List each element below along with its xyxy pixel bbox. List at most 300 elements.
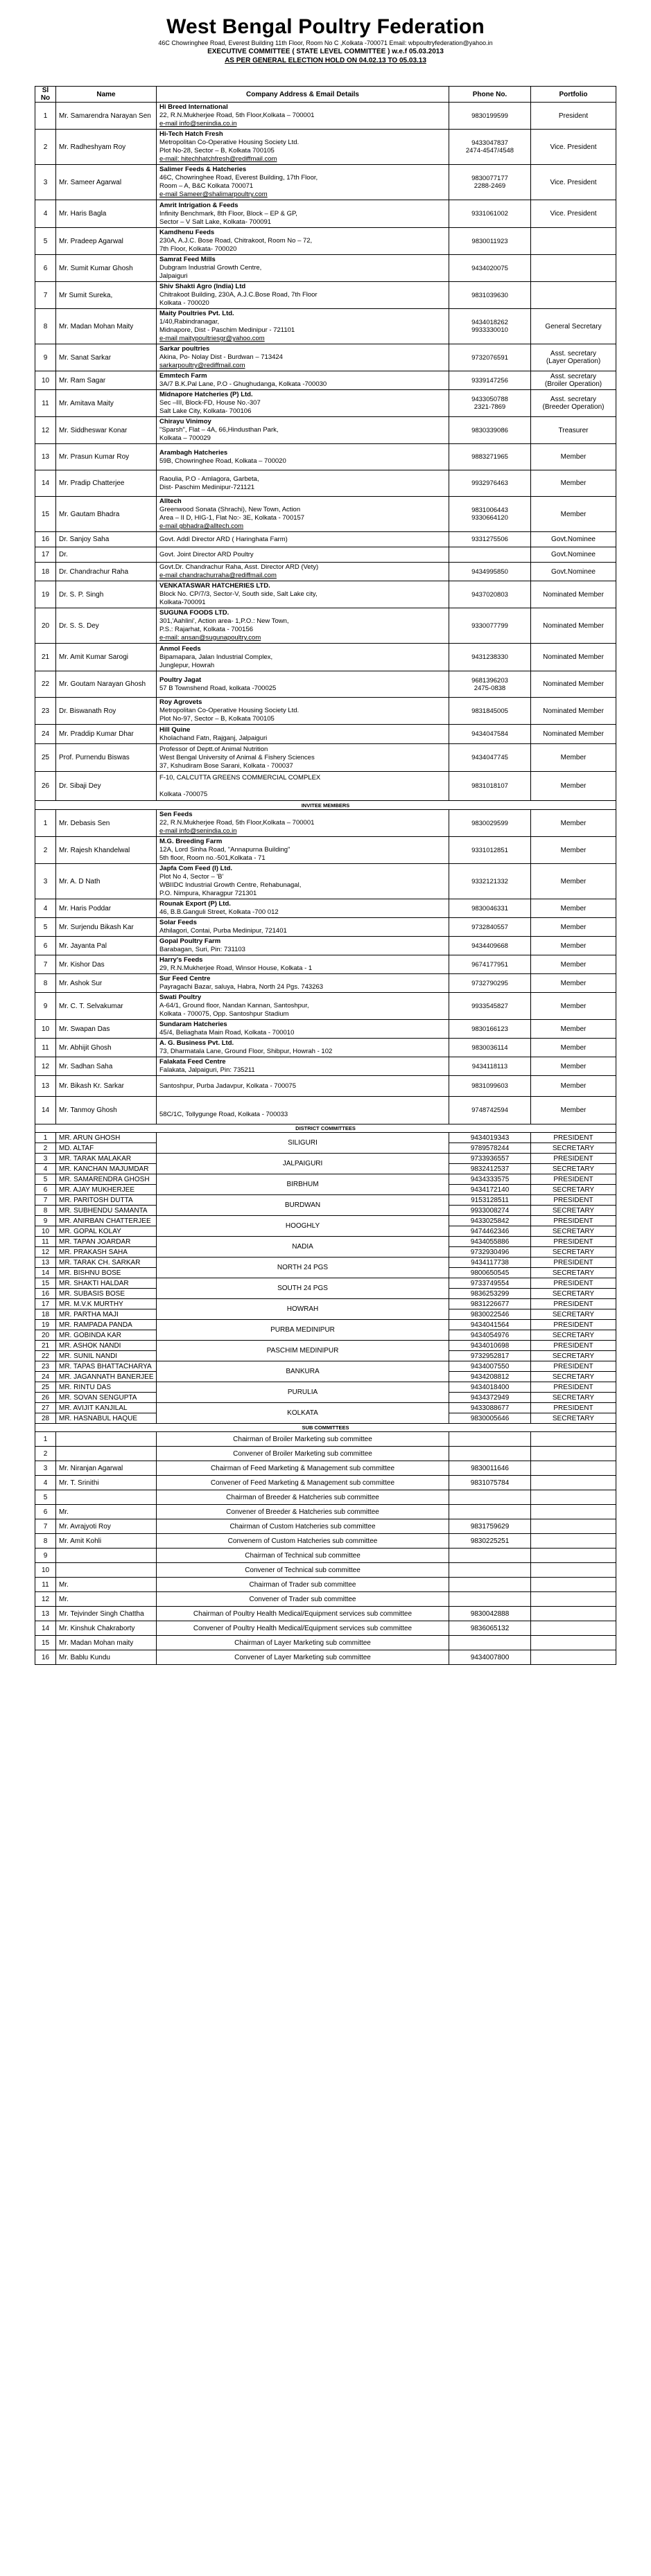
address-line: 57 B Townshend Road, kolkata -700025 (159, 684, 277, 692)
serial-number: 6 (35, 1185, 56, 1195)
phone-number: 9836065132 (449, 1621, 531, 1636)
district-member-name: MR. M.V.K MURTHY (56, 1299, 157, 1309)
address-line: Kolkata-700091 (159, 599, 206, 606)
executive-row (35, 698, 616, 725)
company-name: Emmtech Farm (159, 372, 207, 380)
district-row (35, 1237, 616, 1247)
district-role: PRESIDENT (531, 1258, 616, 1268)
serial-number: 24 (35, 725, 56, 744)
sub-member-name: Mr. Kinshuk Chakraborty (56, 1621, 157, 1636)
executive-row (35, 581, 616, 608)
portfolio-line: Nominated Member (543, 590, 604, 599)
company-details (157, 532, 449, 547)
phone-number (449, 744, 531, 772)
serial-number: 2 (35, 130, 56, 165)
phone-number: 9434019343 (449, 1133, 531, 1143)
phone-line: 9330664120 (471, 514, 508, 522)
address-line: Sector – V Salt Lake, Kolkata- 700091 (159, 218, 272, 226)
member-name: Mr. Prasun Kumar Roy (56, 444, 157, 470)
serial-number: 7 (35, 955, 56, 974)
address-line: Room – A, B&C Kolkata 700071 (159, 182, 254, 190)
serial-number: 2 (35, 837, 56, 864)
phone-line: 9883271965 (471, 453, 508, 461)
district-role: SECRETARY (531, 1330, 616, 1341)
sub-committee-title: Chairman of Custom Hatcheries sub committee (157, 1519, 449, 1534)
address-line: 22, R.N.Mukherjee Road, 5th Floor,Kolkata – 700001 (159, 112, 315, 119)
phone-number (449, 1076, 531, 1097)
portfolio-line: Member (560, 819, 587, 827)
serial-number: 22 (35, 1351, 56, 1361)
sub-committee-title: Chairman of Broiler Marketing sub committee (157, 1432, 449, 1447)
serial-number: 11 (35, 1578, 56, 1592)
member-name: Mr. Surjendu Bikash Kar (56, 918, 157, 937)
sub-committee-title: Convener of Technical sub committee (157, 1563, 449, 1578)
company-name: Midnapore Hatcheries (P) Ltd. (159, 391, 253, 398)
phone-number: 9733749554 (449, 1278, 531, 1289)
phone-number: 9433025842 (449, 1216, 531, 1226)
sub-portfolio (531, 1534, 616, 1549)
company-details (157, 255, 449, 282)
executive-row (35, 371, 616, 390)
member-name: Mr. Sadhan Saha (56, 1057, 157, 1076)
sub-committee-row (35, 1461, 616, 1476)
address-line: 45/4, Beliaghata Main Road, Kolkata - 700010 (159, 1029, 295, 1036)
address-line: Payragachi Bazar, saluya, Habra, North 24 Pgs. 743263 (159, 983, 324, 991)
serial-number: 11 (35, 1039, 56, 1057)
phone-number (449, 1505, 531, 1519)
address-line: Govt. Addl Director ARD ( Haringhata Farm) (159, 535, 288, 543)
portfolio (531, 130, 616, 165)
serial-number: 24 (35, 1372, 56, 1382)
portfolio (531, 955, 616, 974)
company-details (157, 390, 449, 417)
phone-number (449, 1447, 531, 1461)
district-member-name: MR. SUNIL NANDI (56, 1351, 157, 1361)
phone-number (449, 130, 531, 165)
company-details (157, 103, 449, 130)
serial-number: 7 (35, 1195, 56, 1206)
sub-committee-title: Convener of Broiler Marketing sub committee (157, 1447, 449, 1461)
phone-line: 9932976463 (471, 479, 508, 487)
portfolio-line: Nominated Member (543, 680, 604, 688)
serial-number: 3 (35, 1154, 56, 1164)
portfolio (531, 444, 616, 470)
executive-row (35, 417, 616, 444)
district-role: PRESIDENT (531, 1154, 616, 1164)
sub-portfolio (531, 1592, 616, 1607)
address-line: P.O. Nimpura, Kharagpur 721301 (159, 890, 257, 897)
invitee-row (35, 810, 616, 837)
member-name: Mr. Samarendra Narayan Sen (56, 103, 157, 130)
company-name: Harry's Feeds (159, 956, 203, 964)
sub-committee-title: Chairman of Trader sub committee (157, 1578, 449, 1592)
email-link[interactable]: e-mail info@senindia.co.in (159, 120, 237, 127)
federation-address: 46C Chowringhee Road, Everest Building 11th Floor, Room No C ,Kolkata -700071 Email: wbpoultryfederation@yahoo.in (158, 39, 493, 46)
sub-member-name: Mr. Niranjan Agarwal (56, 1461, 157, 1476)
serial-number: 3 (35, 165, 56, 200)
portfolio (531, 864, 616, 899)
sub-member-name: Mr. T. Srinithi (56, 1476, 157, 1490)
invitee-row (35, 918, 616, 937)
serial-number: 16 (35, 1289, 56, 1299)
phone-line: 9681396203 (471, 676, 508, 685)
sub-committee-title: Convener of Trader sub committee (157, 1592, 449, 1607)
serial-number: 12 (35, 1247, 56, 1258)
sub-member-name (56, 1432, 157, 1447)
sub-committee-title: Chairman of Layer Marketing sub committee (157, 1636, 449, 1650)
portfolio (531, 744, 616, 772)
portfolio (531, 255, 616, 282)
portfolio-line: Asst. secretary (550, 350, 597, 358)
company-details (157, 899, 449, 918)
serial-number: 4 (35, 200, 56, 228)
district-role: SECRETARY (531, 1351, 616, 1361)
phone-line: 9830029599 (471, 819, 508, 827)
phone-number: 9434041564 (449, 1320, 531, 1330)
phone-number: 9830005646 (449, 1413, 531, 1424)
district-role: SECRETARY (531, 1372, 616, 1382)
member-name: Mr. Debasis Sen (56, 810, 157, 837)
phone-number (449, 937, 531, 955)
executive-row (35, 497, 616, 532)
serial-number: 15 (35, 497, 56, 532)
portfolio-line: Nominated Member (543, 707, 604, 715)
address-line: Salt Lake City, Kolkata- 700106 (159, 407, 252, 415)
executive-row (35, 470, 616, 497)
phone-number (449, 810, 531, 837)
serial-number: 8 (35, 1206, 56, 1216)
company-name: Swati Poultry (159, 994, 202, 1001)
district-member-name: MR. ANIRBAN CHATTERJEE (56, 1216, 157, 1226)
phone-line: 9331012851 (471, 846, 508, 854)
serial-number: 1 (35, 1133, 56, 1143)
portfolio (531, 608, 616, 644)
address-line: Govt. Joint Director ARD Poultry (159, 550, 254, 558)
phone-number: 9474462346 (449, 1226, 531, 1237)
company-name: Arambagh Hatcheries (159, 448, 228, 457)
district-member-name: MR. PRAKASH SAHA (56, 1247, 157, 1258)
member-name: Mr. Amitava Maity (56, 390, 157, 417)
sub-portfolio (531, 1650, 616, 1665)
serial-number: 7 (35, 282, 56, 309)
company-details (157, 228, 449, 255)
district-role: SECRETARY (531, 1206, 616, 1216)
sub-committee-row (35, 1505, 616, 1519)
member-name: Mr. Gautam Bhadra (56, 497, 157, 532)
company-details (157, 309, 449, 344)
district-member-name: MR. AJAY MUKHERJEE (56, 1185, 157, 1195)
phone-number (449, 993, 531, 1020)
phone-number: 9434172140 (449, 1185, 531, 1195)
phone-line: 2321-7869 (474, 403, 506, 411)
serial-number: 1 (35, 1432, 56, 1447)
serial-number: 9 (35, 993, 56, 1020)
district-member-name: MR. TARAK MALAKAR (56, 1154, 157, 1164)
member-name: Mr. Radheshyam Roy (56, 130, 157, 165)
member-name: Mr. Ram Sagar (56, 371, 157, 390)
company-details (157, 1097, 449, 1124)
email-link[interactable]: e-mail gbhadra@alltech.com (159, 522, 244, 530)
district-role: SECRETARY (531, 1413, 616, 1424)
address-line: "Sparsh", Flat – 4A, 66,Hindusthan Park, (159, 426, 279, 434)
phone-number: 9434007550 (449, 1361, 531, 1372)
executive-row (35, 309, 616, 344)
address-line: Akina, Po- Nolay Dist - Burdwan – 713424 (159, 353, 283, 361)
phone-line: 9830166123 (471, 1025, 508, 1033)
serial-number: 9 (35, 1549, 56, 1563)
phone-number: 9831759629 (449, 1519, 531, 1534)
company-details (157, 1076, 449, 1097)
serial-number: 16 (35, 1650, 56, 1665)
member-name: Dr. Sibaji Dey (56, 772, 157, 801)
address-line: 58C/1C, Tollygunge Road, Kolkata - 700033 (159, 1110, 288, 1118)
member-name: Mr. C. T. Selvakumar (56, 993, 157, 1020)
serial-number: 8 (35, 309, 56, 344)
phone-number (449, 1549, 531, 1563)
email-link[interactable]: sarkarpoultry@rediffmail.com (159, 362, 245, 369)
email-link[interactable]: e-mail info@senindia.co.in (159, 827, 237, 835)
member-name: Mr. Pradip Chatterjee (56, 470, 157, 497)
district-role: SECRETARY (531, 1289, 616, 1299)
address-line: Dist- Paschim Medinipur-721121 (159, 483, 255, 491)
phone-number: 9434018400 (449, 1382, 531, 1393)
email-link[interactable]: e-mail: ansan@sugunapoultry.com (159, 634, 261, 642)
phone-number (449, 974, 531, 993)
serial-number: 25 (35, 744, 56, 772)
serial-number: 13 (35, 1258, 56, 1268)
address-line: Kolkata - 700020 (159, 299, 209, 307)
address-line: Plot No-97, Sector – B, Kolkata 700105 (159, 715, 275, 723)
portfolio (531, 698, 616, 725)
serial-number: 23 (35, 1361, 56, 1372)
sub-portfolio (531, 1476, 616, 1490)
serial-number: 3 (35, 1461, 56, 1476)
phone-number (449, 200, 531, 228)
portfolio-line: Member (560, 960, 587, 969)
serial-number: 23 (35, 698, 56, 725)
portfolio-line: Asst. secretary (550, 396, 597, 403)
serial-number: 1 (35, 103, 56, 130)
phone-number: 9832412537 (449, 1164, 531, 1174)
phone-number: 9733936557 (449, 1154, 531, 1164)
phone-number: 9789578244 (449, 1143, 531, 1154)
member-name: Mr. Sanat Sarkar (56, 344, 157, 371)
phone-number (449, 608, 531, 644)
district-role: SECRETARY (531, 1393, 616, 1403)
serial-number: 11 (35, 390, 56, 417)
sub-member-name: Mr. Madan Mohan maity (56, 1636, 157, 1650)
portfolio-line: Govt.Nominee (551, 551, 596, 558)
committee-table (35, 86, 616, 1665)
district-name: NADIA (157, 1237, 449, 1258)
district-name: KOLKATA (157, 1403, 449, 1424)
email-link[interactable]: e-mail: hitechhatchfresh@rediffmail.com (159, 155, 277, 163)
company-details (157, 1057, 449, 1076)
company-details (157, 200, 449, 228)
address-line: Bipamapara, Jalan Industrial Complex, (159, 653, 273, 661)
phone-number (449, 103, 531, 130)
phone-number: 9836253299 (449, 1289, 531, 1299)
invitee-row (35, 955, 616, 974)
district-name: SOUTH 24 PGS (157, 1278, 449, 1299)
district-name: HOOGHLY (157, 1216, 449, 1237)
sub-portfolio (531, 1636, 616, 1650)
portfolio-line: Treasurer (558, 426, 589, 434)
phone-number (449, 1592, 531, 1607)
phone-number (449, 1020, 531, 1039)
email-link[interactable]: e-mail chandrachurraha@rediffmail.com (159, 572, 277, 579)
portfolio-line: Nominated Member (543, 730, 604, 738)
district-member-name: MR. TARAK CH. SARKAR (56, 1258, 157, 1268)
member-name: Mr. Kishor Das (56, 955, 157, 974)
district-name: PURULIA (157, 1382, 449, 1403)
district-role: SECRETARY (531, 1185, 616, 1195)
district-name: PASCHIM MEDINIPUR (157, 1341, 449, 1361)
phone-line: 2475-0838 (474, 684, 506, 692)
address-line (159, 1102, 446, 1111)
phone-number (449, 1636, 531, 1650)
company-details (157, 993, 449, 1020)
portfolio (531, 165, 616, 200)
district-role: PRESIDENT (531, 1361, 616, 1372)
serial-number: 13 (35, 1607, 56, 1621)
portfolio (531, 993, 616, 1020)
address-line: Santoshpur, Purba Jadavpur, Kolkata - 700075 (159, 1082, 296, 1090)
serial-number: 11 (35, 1237, 56, 1247)
portfolio (531, 644, 616, 671)
serial-number: 20 (35, 608, 56, 644)
district-role: PRESIDENT (531, 1195, 616, 1206)
email-link[interactable]: e-mail maitypoultriesgr@yahoo.com (159, 335, 265, 342)
address-line: Block No. CP/7/3, Sector-V, South side, Salt Lake city, (159, 590, 318, 598)
phone-number (449, 725, 531, 744)
company-name: Sundaram Hatcheries (159, 1021, 227, 1028)
address-line: Junglepur, Howrah (159, 661, 215, 669)
sub-member-name (56, 1549, 157, 1563)
sub-committee-title: Chairman of Breeder & Hatcheries sub committee (157, 1490, 449, 1505)
district-row (35, 1216, 616, 1226)
company-name: Alltech (159, 497, 182, 505)
sub-member-name: Mr. Avrajyoti Roy (56, 1519, 157, 1534)
serial-number: 8 (35, 1534, 56, 1549)
member-name: Prof. Purnendu Biswas (56, 744, 157, 772)
serial-number: 19 (35, 1320, 56, 1330)
phone-line: 9434020075 (471, 264, 508, 272)
phone-number: 9830042888 (449, 1607, 531, 1621)
district-role: PRESIDENT (531, 1278, 616, 1289)
district-member-name: MD. ALTAF (56, 1143, 157, 1154)
serial-number: 10 (35, 1563, 56, 1578)
phone-number: 9434333575 (449, 1174, 531, 1185)
district-member-name: MR. GOBINDA KAR (56, 1330, 157, 1341)
phone-number: 9831075784 (449, 1476, 531, 1490)
company-details (157, 497, 449, 532)
phone-number (449, 547, 531, 563)
sub-committee-section-title (35, 1424, 616, 1432)
company-details (157, 974, 449, 993)
portfolio-line: Member (560, 942, 587, 950)
district-role: PRESIDENT (531, 1174, 616, 1185)
address-line: 301,'Aahlini', Action area- 1,P.O.: New Town, (159, 617, 289, 625)
portfolio (531, 200, 616, 228)
serial-number: 18 (35, 1309, 56, 1320)
address-line: 3A/7 B.K.Pal Lane, P.O - Ghughudanga, Kolkata -700030 (159, 380, 327, 388)
district-section-title-label: DISTRICT COMMITTEES (35, 1124, 616, 1133)
member-name: Mr. Haris Poddar (56, 899, 157, 918)
serial-number: 7 (35, 1519, 56, 1534)
col-header-phone: Phone No. (449, 87, 531, 103)
address-line: 1/40,Rabindranagar, (159, 318, 220, 326)
serial-number: 2 (35, 1143, 56, 1154)
phone-number: 9153128511 (449, 1195, 531, 1206)
invitee-row (35, 993, 616, 1020)
company-name: Anmol Feeds (159, 644, 201, 653)
phone-line: 2474-4547/4548 (465, 147, 514, 155)
company-name: Maity Poultries Pvt. Ltd. (159, 310, 234, 317)
phone-number (449, 282, 531, 309)
phone-line: 9674177951 (471, 960, 508, 969)
member-name: Mr. Jayanta Pal (56, 937, 157, 955)
address-line (159, 782, 446, 791)
address-line: 29, R.N.Mukherjee Road, Winsor House, Kolkata - 1 (159, 964, 313, 972)
company-details (157, 937, 449, 955)
company-name: Japfa Com Feed (I) Ltd. (159, 865, 233, 872)
sub-committee-row (35, 1432, 616, 1447)
sub-portfolio (531, 1563, 616, 1578)
portfolio (531, 344, 616, 371)
sub-member-name: Mr. (56, 1592, 157, 1607)
phone-line: 9433050788 (471, 396, 508, 403)
sub-committee-title: Convener of Breeder & Hatcheries sub committee (157, 1505, 449, 1519)
executive-row (35, 165, 616, 200)
company-details (157, 547, 449, 563)
executive-row (35, 563, 616, 581)
phone-line: 9933545827 (471, 1002, 508, 1010)
serial-number: 14 (35, 470, 56, 497)
serial-number: 21 (35, 644, 56, 671)
portfolio (531, 725, 616, 744)
executive-row (35, 255, 616, 282)
company-details (157, 810, 449, 837)
portfolio (531, 228, 616, 255)
phone-number: 9830022546 (449, 1309, 531, 1320)
executive-row (35, 608, 616, 644)
phone-number: 9830011646 (449, 1461, 531, 1476)
invitee-section-title-label: INVITEE MEMBERS (35, 801, 616, 810)
email-link[interactable]: e-mail Sameer@shalimarpoultry.com (159, 191, 268, 198)
sub-member-name (56, 1447, 157, 1461)
portfolio-line: Vice. President (550, 143, 597, 151)
member-name: Mr. Siddheswar Konar (56, 417, 157, 444)
phone-number: 9434010698 (449, 1341, 531, 1351)
phone-number: 9800650545 (449, 1268, 531, 1278)
serial-number: 5 (35, 1490, 56, 1505)
phone-number (449, 918, 531, 937)
serial-number: 10 (35, 1020, 56, 1039)
district-name: BANKURA (157, 1361, 449, 1382)
portfolio-line: (Layer Operation) (546, 358, 601, 365)
serial-number: 19 (35, 581, 56, 608)
sub-member-name: Mr. Tejvinder Singh Chattha (56, 1607, 157, 1621)
phone-number (449, 772, 531, 801)
district-role: SECRETARY (531, 1309, 616, 1320)
portfolio-line: Member (560, 1062, 587, 1070)
serial-number: 20 (35, 1330, 56, 1341)
company-name: Amrit Intrigation & Feeds (159, 201, 238, 209)
address-line: 12A, Lord Sinha Road, "Annapurna Building" (159, 846, 290, 854)
address-line: Govt.Dr. Chandrachur Raha, Asst. Director ARD (Vety) (159, 563, 319, 571)
phone-line: 9331275506 (471, 536, 508, 543)
